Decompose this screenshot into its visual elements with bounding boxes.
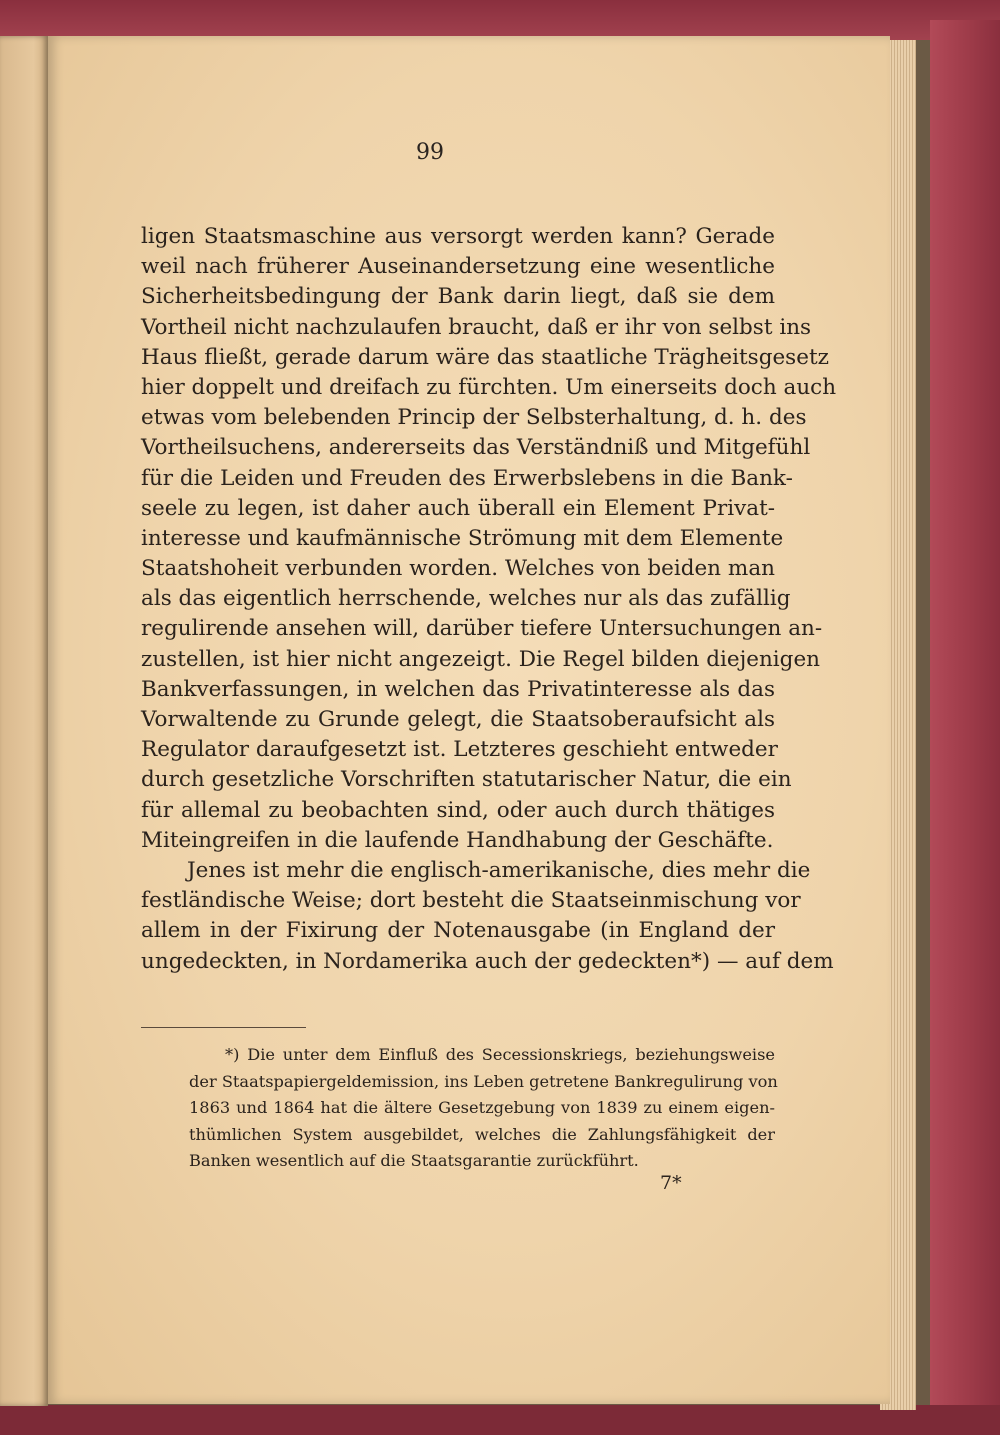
text-line: als das eigentlich herrschende, welches nur als das zufällig (141, 586, 791, 612)
text-line: Vortheilsuchens, andererseits das Verständniß und Mitgefühl (141, 435, 811, 461)
book-cover-right (930, 20, 1000, 1435)
text-line: Jenes ist mehr die englisch-amerikanische, dies mehr die (187, 857, 811, 883)
text-line: seele zu legen, ist daher auch überall ein Element Privat- (141, 495, 775, 521)
text-line: weil nach früherer Auseinandersetzung eine wesentliche (141, 254, 775, 280)
text-line: Vorwaltende zu Grunde gelegt, die Staatsoberaufsicht als (141, 707, 775, 732)
text-line: Staatshoheit verbunden worden. Welches von beiden man (141, 556, 775, 582)
footnote-line: 1863 und 1864 hat die ältere Gesetzgebung von 1839 zu einem eigen- (189, 1098, 775, 1117)
text-line: Bankverfassungen, in welchen das Privatinteresse als das (141, 676, 775, 702)
text-line: ungedeckten, in Nordamerika auch der gedeckten*) — auf dem (141, 948, 834, 974)
text-line: ligen Staatsmaschine aus versorgt werden kann? Gerade (141, 224, 775, 249)
footnote-line: thümlichen System ausgebildet, welches die Zahlungsfähigkeit der (189, 1124, 775, 1144)
text-line: interesse und kaufmännische Strömung mit dem Elemente (141, 525, 784, 551)
text-line: etwas vom belebenden Princip der Selbsterhaltung, d. h. des (141, 405, 807, 431)
text-line: festländische Weise; dort besteht die Staatseinmischung vor (141, 888, 801, 914)
footnote-line: *) Die unter dem Einfluß des Secessionskriegs, beziehungsweise (225, 1045, 775, 1064)
book-cover-top (0, 0, 1000, 40)
footnote-line: der Staatspapiergeldemission, ins Leben getretene Bankregulirung von (189, 1071, 778, 1091)
facing-page-edge (0, 36, 48, 1406)
printer-signature-mark: 7* (660, 1172, 682, 1194)
footnote-line: Banken wesentlich auf die Staatsgarantie zurückführt. (189, 1151, 639, 1170)
text-line: durch gesetzliche Vorschriften statutarischer Natur, die ein (141, 767, 792, 793)
text-line: Regulator daraufgesetzt ist. Letzteres geschieht entweder (141, 737, 778, 763)
text-line: zustellen, ist hier nicht angezeigt. Die Regel bilden diejenigen (141, 646, 821, 672)
text-line: Vortheil nicht nachzulaufen braucht, daß er ihr von selbst ins (141, 314, 812, 340)
text-line: für allemal zu beobachten sind, oder auch durch thätiges (141, 797, 775, 823)
text-line: für die Leiden und Freuden des Erwerbslebens in die Bank- (141, 465, 793, 491)
text-line: Haus fließt, gerade darum wäre das staatliche Trägheitsgesetz (141, 344, 829, 370)
text-line: hier doppelt und dreifach zu fürchten. Um einerseits doch auch (141, 374, 837, 400)
text-line: Sicherheitsbedingung der Bank darin liegt, daß sie dem (141, 284, 775, 310)
text-line: Miteingreifen in die laufende Handhabung der Geschäfte. (141, 827, 774, 853)
text-line: allem in der Fixirung der Notenausgabe (in England der (141, 918, 775, 944)
page-number: 99 (416, 140, 444, 165)
text-line: regulirende ansehen will, darüber tiefere Untersuchungen an- (141, 616, 823, 642)
footnote-separator (141, 1027, 306, 1028)
book-cover-bottom (0, 1405, 1000, 1435)
footnote (189, 1042, 778, 1175)
main-text (141, 222, 837, 977)
